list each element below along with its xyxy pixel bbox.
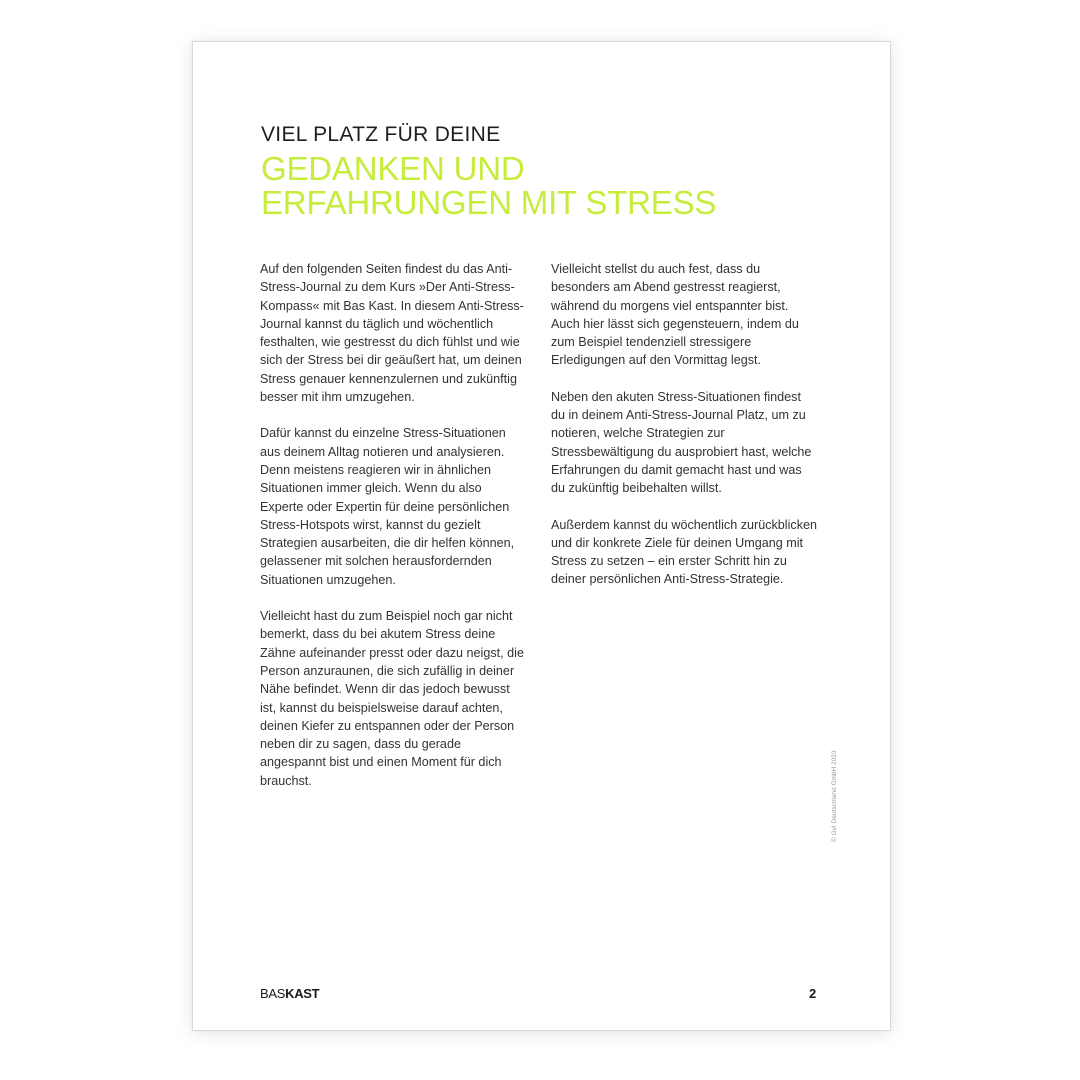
text-column-right (551, 260, 817, 607)
heading-accent-line1: GEDANKEN UND (261, 150, 525, 187)
document-page (192, 41, 891, 1031)
heading-line1: VIEL PLATZ FÜR DEINE (261, 123, 501, 146)
text-column-left (260, 260, 526, 808)
logo-part1: BAS (260, 986, 286, 1001)
paragraph: Dafür kannst du einzelne Stress-Situationen aus deinem Alltag notieren und analysieren. Denn meistens reagieren wir in ähnlichen Situationen immer gleich. Wenn du also Experte oder Expertin für deine persönlichen Stress-Hotspots wirst, kannst du gezielt Strategien ausarbeiten, die dir helfen können, gelassener mit solchen herausfordernden Situationen umzugehen. (260, 426, 515, 587)
paragraph: Neben den akuten Stress-Situationen findest du in deinem Anti-Stress-Journal Platz, um zu notieren, welche Strategien zur Stressbewältigung du ausprobiert hast, welche Erfahrungen du damit gemacht hast und was du zukünftig beibehalten willst. (551, 389, 812, 496)
heading-accent-line2: ERFAHRUNGEN MIT STRESS (261, 184, 717, 221)
paragraph: Vielleicht stellst du auch fest, dass du besonders am Abend gestresst reagierst, während du morgens viel entspannter bist. Auch hier lässt sich gegensteuern, indem du zum Beispiel tendenziell stressigere Erledigungen auf den Vormittag legst. (551, 262, 799, 368)
page-number: 2 (809, 986, 817, 1001)
copyright-notice: © GvI Deutschland GmbH 2023 (831, 750, 838, 842)
paragraph: Vielleicht hast du zum Beispiel noch gar nicht bemerkt, dass du bei akutem Stress deine Zähne aufeinander presst oder dazu neigst, die Person anzuraunen, die sich zufällig in deiner Nähe befindet. Wenn dir das jedoch bewusst ist, kannst du beispielsweise darauf achten, deinen Kiefer zu entspannen oder der Person neben dir zu sagen, dass du gerade angespannt bist und einen Moment für dich brauchst. (260, 609, 524, 788)
paragraph: Außerdem kannst du wöchentlich zurückblicken und dir konkrete Ziele für deinen Umgang mit Stress zu setzen – ein erster Schritt hin zu deiner persönlichen Anti-Stress-Strategie. (551, 517, 817, 587)
brand-logo (260, 986, 319, 1001)
paragraph: Auf den folgenden Seiten findest du das Anti-Stress-Journal zu dem Kurs »Der Anti-Stress-Kompass« mit Bas Kast. In diesem Anti-Stress-Journal kannst du täglich und wöchentlich festhalten, wie gestresst du dich fühlst und wie sich der Stress bei dir geäußert hat, um deinen Stress genauer kennenzulernen und zukünftig besser mit ihm umzugehen. (260, 262, 524, 405)
page-heading (261, 122, 821, 220)
logo-part2: KAST (285, 986, 320, 1001)
